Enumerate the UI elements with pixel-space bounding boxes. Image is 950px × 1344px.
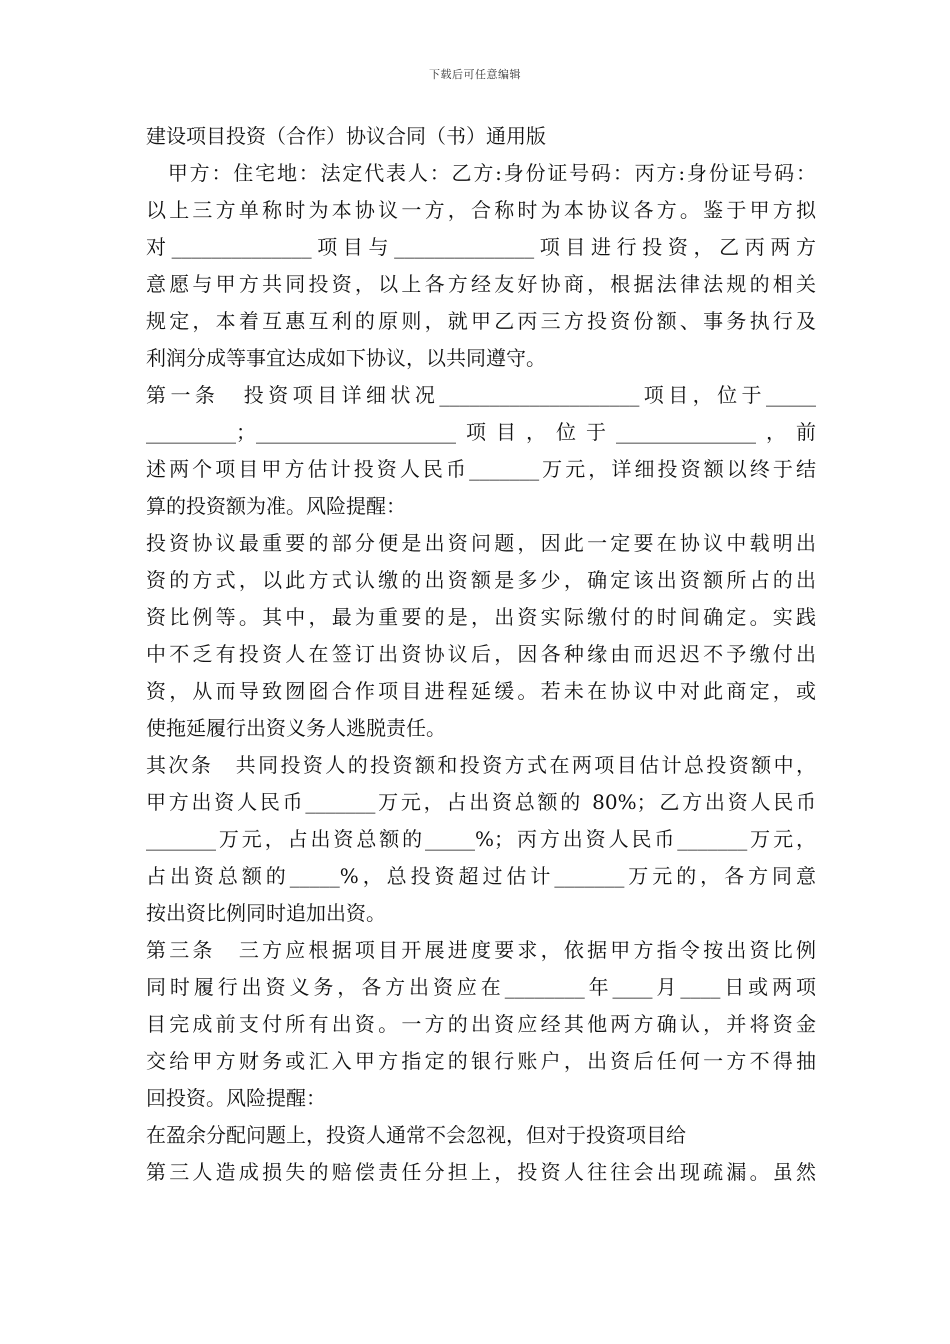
text-line: 资，从而导致囫囵合作项目进程延缓。若未在协议中对此商定，或 xyxy=(146,679,816,703)
text-line: 资的方式，以此方式认缴的出资额是多少，确定该出资额所占的出 xyxy=(146,568,816,592)
text-line: 甲方出资人民币_______万元，占出资总额的 80%；乙方出资人民币 xyxy=(146,790,816,814)
text-line: 第三人造成损失的赔偿责任分担上，投资人往往会出现疏漏。虽然 xyxy=(146,1160,816,1184)
text-line: 占出资总额的_____%，总投资超过估计_______万元的，各方同意 xyxy=(146,864,816,888)
text-line: 回投资。风险提醒： xyxy=(146,1086,326,1110)
text-line: 在盈余分配问题上，投资人通常不会忽视，但对于投资项目给 xyxy=(146,1123,686,1147)
text-line: 交给甲方财务或汇入甲方指定的银行账户，出资后任何一方不得抽 xyxy=(146,1049,816,1073)
text-line: 按出资比例同时追加出资。 xyxy=(146,901,386,925)
text-line: 资比例等。其中，最为重要的是，出资实际缴付的时间确定。实践 xyxy=(146,605,816,629)
text-line: 目完成前支付所有出资。一方的出资应经其他两方确认，并将资金 xyxy=(146,1012,816,1036)
text-line: 以上三方单称时为本协议一方，合称时为本协议各方。鉴于甲方拟 xyxy=(146,198,816,222)
document-body xyxy=(146,118,816,1191)
text-line: 利润分成等事宜达成如下协议，以共同遵守。 xyxy=(146,346,546,370)
text-line: _______万元，占出资总额的_____%；丙方出资人民币_______万元， xyxy=(146,827,816,851)
text-line: 意愿与甲方共同投资，以上各方经友好协商，根据法律法规的相关 xyxy=(146,272,816,296)
text-line: 规定，本着互惠互利的原则，就甲乙丙三方投资份额、事务执行及 xyxy=(146,309,816,333)
text-line: 其次条 共同投资人的投资额和投资方式在两项目估计总投资额中， xyxy=(146,753,816,777)
text-line: _________；____________________项目，位于______________，前 xyxy=(146,420,816,444)
text-line: 同时履行出资义务，各方出资应在________年____月____日或两项 xyxy=(146,975,816,999)
text-line: 第一条 投资项目详细状况____________________项目，位于_____ xyxy=(146,383,816,407)
text-line: 中不乏有投资人在签订出资协议后，因各种缘由而迟迟不予缴付出 xyxy=(146,642,816,666)
text-line: 对______________项目与______________项目进行投资，乙丙两方 xyxy=(146,235,816,259)
text-line: 使拖延履行出资义务人逃脱责任。 xyxy=(146,716,446,740)
text-line: 第三条 三方应根据项目开展进度要求，依据甲方指令按出资比例 xyxy=(146,938,816,962)
document-title: 建设项目投资（合作）协议合同（书）通用版 xyxy=(146,124,546,148)
text-line: 甲方：住宅地：法定代表人：乙方:身份证号码：丙方:身份证号码： xyxy=(146,161,816,185)
text-line: 算的投资额为准。风险提醒： xyxy=(146,494,406,518)
text-line: 投资协议最重要的部分便是出资问题，因此一定要在协议中载明出 xyxy=(146,531,816,555)
page-header: 下载后可任意编辑 xyxy=(429,68,521,81)
text-line: 述两个项目甲方估计投资人民币_______万元，详细投资额以终于结 xyxy=(146,457,816,481)
